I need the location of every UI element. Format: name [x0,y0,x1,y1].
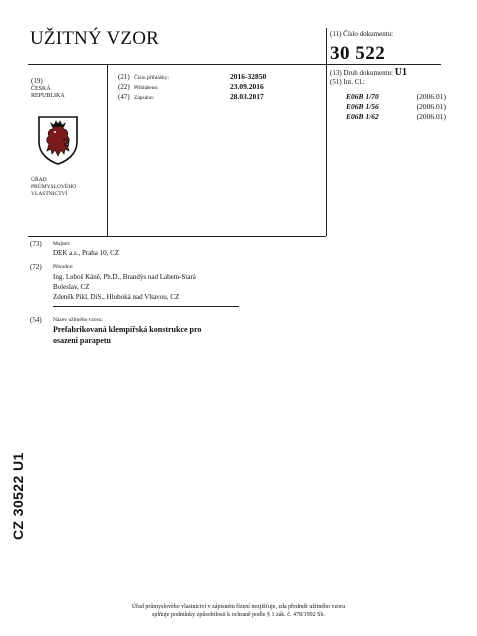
country-column-divider [107,64,108,236]
originator-label: Původce: [53,264,74,270]
doc-type: U1 [394,67,407,78]
originator-line: Zdeněk Pikl, DiS., Hluboká nad Vltavou, CZ [53,293,180,301]
office-line3: VLASTNICTVÍ [31,191,68,197]
owner-value: DEK a.s., Praha 10, CZ [53,249,120,257]
originator-rule [53,306,239,307]
side-document-id: CZ 30522 U1 [10,452,26,540]
country-code: (19) [31,77,43,85]
country-line1: ČESKÁ [31,86,51,92]
application-value: 23.09.2016 [230,82,264,91]
country-block [31,77,65,100]
model-name-label: Název užitného vzoru: [53,317,103,323]
ipc-version: (2006.01) [416,102,446,111]
originator-line: Boleslav, CZ [53,283,90,291]
top-rule [28,64,326,65]
application-row [118,92,322,102]
model-name-line: Prefabrikovaná klempířská konstrukce pro [53,325,202,334]
ipc-list [346,92,446,122]
czech-lion-coat-of-arms-icon [37,114,79,166]
application-code: (22) [118,83,130,91]
footer-line: Úřad průmyslového vlastnictví v zápisném řízení nezjišťuje, zda předmět užitného vzoru [131,604,346,610]
application-data [118,72,322,102]
originator-code: (72) [30,263,42,271]
application-label: Zapsáno: [134,95,155,101]
originator-line: Ing. Luboš Káně, Ph.D., Brandýs nad Labem-Stará [53,273,196,281]
doc-number-label: (11) Číslo dokumentu: [330,30,394,38]
ipc-row [346,102,446,112]
application-code: (21) [118,73,130,81]
right-column-divider [326,28,327,236]
footer-note [0,603,477,619]
doc-type-label: (13) Druh dokumentu: [330,69,393,77]
doc-number: 30 522 [330,43,386,64]
header-bottom-rule [28,236,326,237]
application-code: (47) [118,93,130,101]
application-label: Přihlášeno: [134,85,159,91]
office-line1: ÚŘAD [31,177,47,183]
application-row [118,82,322,92]
page-title: UŽITNÝ VZOR [30,28,160,49]
originator-names [53,272,196,302]
ipc-code: E06B 1/56 [346,102,379,111]
ipc-version: (2006.01) [416,112,446,121]
ipc-code: E06B 1/70 [346,92,379,101]
ipc-row [346,112,446,122]
ipc-code: E06B 1/62 [346,112,379,121]
model-name [53,324,201,346]
application-value: 28.03.2017 [230,92,264,101]
application-value: 2016-32850 [230,72,267,81]
owner-label: Majitel: [53,241,71,247]
application-label: Číslo přihlášky: [134,75,169,81]
office-block [31,177,76,198]
owner-code: (73) [30,240,42,248]
model-name-code: (54) [30,316,42,324]
ipc-row [346,92,446,102]
doc-type-row [330,68,407,78]
model-name-line: osazení parapetu [53,336,111,345]
int-cl-label: (51) Int. Cl.: [330,78,365,86]
country-line2: REPUBLIKA [31,93,65,99]
office-line2: PRŮMYSLOVÉHO [31,184,77,190]
ipc-version: (2006.01) [416,92,446,101]
application-row [118,72,322,82]
footer-line: splňuje podmínky způsobilosti k ochraně podle § 1 zák. č. 478/1992 Sb. [152,612,325,618]
